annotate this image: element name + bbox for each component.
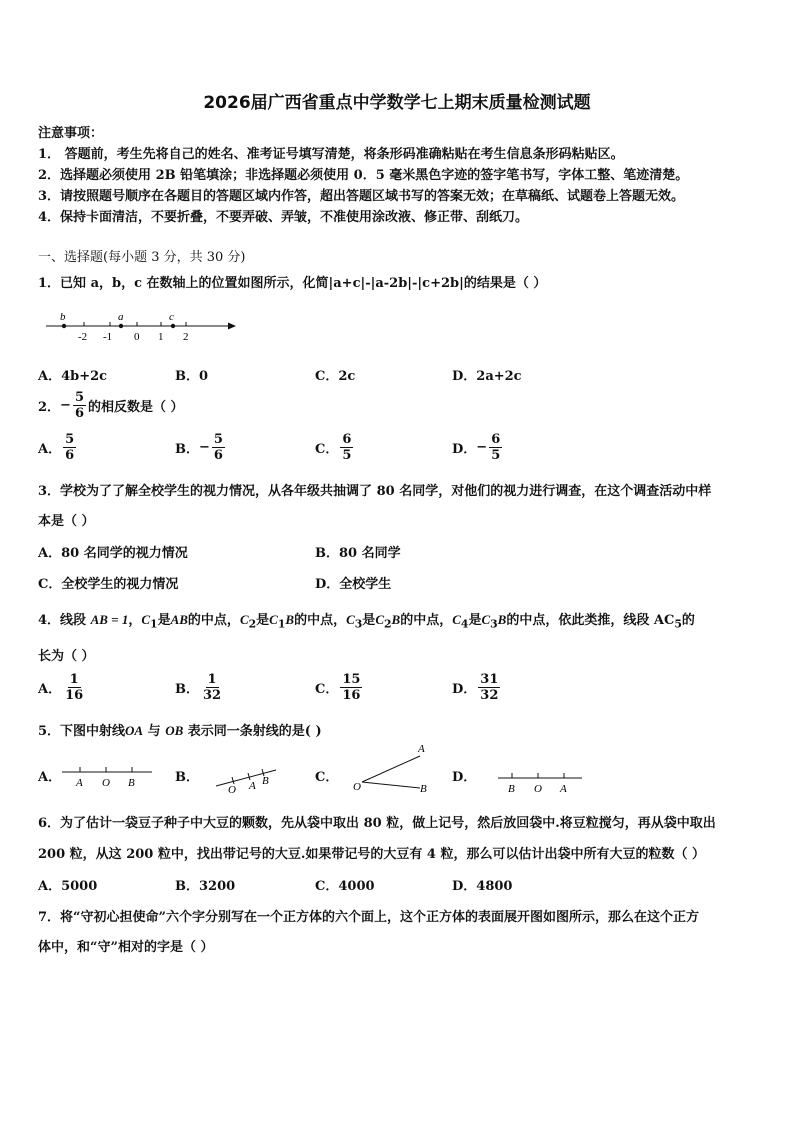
q4-option-a: A． $\frac{1}{16}$ — [38, 672, 84, 703]
q5-figure-a — [60, 760, 156, 790]
q2-option-c: C． $\frac{6}{5}$ — [315, 432, 352, 463]
q1-option-d: D．2a+2c — [452, 369, 522, 384]
q2-option-a: A． $\frac{5}{6}$ — [38, 432, 75, 463]
q6-option-b: B．3200 — [175, 879, 236, 894]
point-c-label: c — [169, 311, 174, 323]
q5-option-d-label: D． — [452, 770, 477, 785]
q1-option-c: C．2c — [315, 369, 356, 384]
q5-option-a-label: A． — [38, 770, 62, 785]
q4-option-b: B． $\frac{1}{32}$ — [175, 672, 222, 703]
figure-label: O — [353, 781, 361, 793]
question-3-stem-line1: 3．学校为了了解全校学生的视力情况，从各年级共抽调了 80 名同学，对他们的视力进行调查，在这个调查活动中样 — [38, 484, 712, 499]
q2-option-b: B．− $\frac{5}{6}$ — [175, 432, 223, 463]
figure-label: B — [262, 775, 269, 787]
notice-item: 2．选择题必须使用 2B 铅笔填涂；非选择题必须使用 0．5 毫米黑色字迹的签字笔书写，字体工整、笔迹清楚。 — [38, 168, 689, 183]
page-title: 2026届广西省重点中学数学七上期末质量检测试题 — [203, 93, 591, 113]
figure-label: B — [508, 783, 515, 794]
q4-option-c: C． $\frac{15}{16}$ — [315, 672, 361, 703]
q3-option-b: B．80 名同学 — [315, 546, 401, 561]
notice-item: 4．保持卡面清洁，不要折叠，不要弄破、弄皱，不准使用涂改液、修正带、刮纸刀。 — [38, 210, 529, 225]
figure-label: A — [76, 777, 83, 789]
figure-label: A — [560, 783, 567, 794]
q5-figure-b — [212, 760, 282, 794]
q3-option-a: A．80 名同学的视力情况 — [38, 546, 188, 561]
figure-label: O — [228, 784, 236, 794]
question-3-stem-line2: 本是（ ） — [38, 514, 95, 529]
tick-label: 2 — [183, 331, 189, 343]
tick-label: 1 — [158, 331, 164, 343]
q5-option-b-label: B． — [175, 770, 199, 785]
question-5-stem: 5．下图中射线OA 与 OB 表示同一条射线的是( ) — [38, 723, 322, 739]
q6-option-d: D．4800 — [452, 879, 513, 894]
figure-label: O — [102, 777, 110, 789]
notice-heading: 注意事项： — [38, 126, 104, 141]
figure-label: B — [128, 777, 135, 789]
question-7-stem-line2: 体中，和“守”相对的字是（ ） — [38, 940, 214, 955]
question-6-stem-line1: 6．为了估计一袋豆子种子中大豆的颗数，先从袋中取出 80 粒，做上记号，然后放回袋中.将豆粒搅匀，再从袋中取出 — [38, 816, 716, 831]
figure-label: A — [418, 743, 425, 755]
q6-option-c: C．4000 — [315, 879, 375, 894]
point-a-label: a — [118, 311, 124, 323]
question-7-stem-line1: 7．将“守初心担使命”六个字分别写在一个正方体的六个面上，这个正方体的表面展开图如图所示，那么在这个正方 — [38, 910, 700, 925]
q6-option-a: A．5000 — [38, 879, 98, 894]
point-b-label: b — [60, 311, 66, 323]
number-line-figure — [40, 308, 240, 344]
figure-label: A — [249, 780, 256, 792]
q2-option-d: D．− $\frac{6}{5}$ — [452, 432, 501, 463]
question-4-stem-line2: 长为（ ） — [38, 649, 95, 664]
q3-option-c: C．全校学生的视力情况 — [38, 577, 179, 592]
figure-label: B — [420, 783, 427, 794]
q5-figure-d — [496, 766, 586, 794]
tick-label: -1 — [103, 331, 113, 343]
q4-option-d: D． $\frac{31}{32}$ — [452, 672, 499, 703]
q5-figure-c — [350, 740, 440, 794]
question-4-stem-line1: 4．线段 AB = 1，$C_1$是AB的中点，$C_2$是$C_1B$的中点，$C_3$是$C_2B$的中点，$C_4$是$C_3B$的中点，依此类推，线段 $AC_5$的 — [38, 612, 695, 631]
tick-label: 0 — [134, 331, 140, 343]
tick-label: -2 — [78, 331, 88, 343]
q3-option-d: D．全校学生 — [315, 577, 392, 592]
q1-option-b: B．0 — [175, 369, 209, 384]
question-6-stem-line2: 200 粒，从这 200 粒中，找出带记号的大豆.如果带记号的大豆有 4 粒，那么可以估计出袋中所有大豆的粒数（ ） — [38, 847, 705, 862]
q1-option-a: A．4b+2c — [38, 369, 108, 384]
section-heading: 一、选择题(每小题 3 分，共 30 分) — [38, 250, 246, 265]
question-2-stem: 2．− $\frac{5}{6}$ 的相反数是（ ） — [38, 390, 184, 421]
notice-item: 3．请按照题号顺序在各题目的答题区域内作答，超出答题区域书写的答案无效；在草稿纸、试题卷上答题无效。 — [38, 189, 685, 204]
question-1-stem: 1．已知 a，b，c 在数轴上的位置如图所示，化简|a+c|-|a-2b|-|c+2b|的结果是（ ） — [38, 276, 547, 291]
notice-item: 1． 答题前，考生先将自己的姓名、准考证号填写清楚，将条形码准确粘贴在考生信息条形码粘贴区。 — [38, 147, 624, 162]
q5-option-c-label: C． — [315, 770, 339, 785]
figure-label: O — [534, 783, 542, 794]
